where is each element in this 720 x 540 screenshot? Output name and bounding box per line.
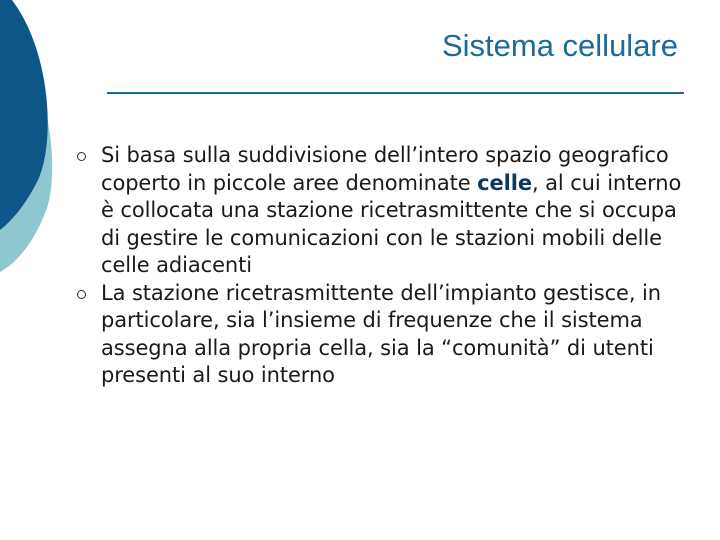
hollow-circle-bullet-icon — [77, 152, 86, 161]
decorative-circle-graphic — [0, 0, 60, 280]
bullet-text-before: Si basa sulla suddivisione dell’intero spazio geografico coperto in piccole aree denominate — [101, 143, 669, 195]
bullet-list — [78, 142, 683, 390]
bullet-text-after: , al cui interno è collocata una stazione ricetrasmittente che si occupa di gestire le comunicazioni con le stazioni mobili delle celle adiacenti — [101, 170, 682, 277]
bullet-item — [78, 142, 683, 280]
bullet-text: La stazione ricetrasmittente dell’impianto gestisce, in particolare, sia l’insieme di frequenze che il sistema assegna alla propria cella, sia la “comunità” di utenti presenti al suo interno — [101, 280, 661, 387]
highlighted-term: celle — [477, 170, 532, 195]
hollow-circle-bullet-icon — [77, 290, 86, 299]
slide-title: Sistema cellulare — [441, 28, 678, 63]
title-underline — [107, 92, 684, 94]
bullet-text — [101, 142, 683, 280]
bullet-item — [78, 280, 683, 390]
